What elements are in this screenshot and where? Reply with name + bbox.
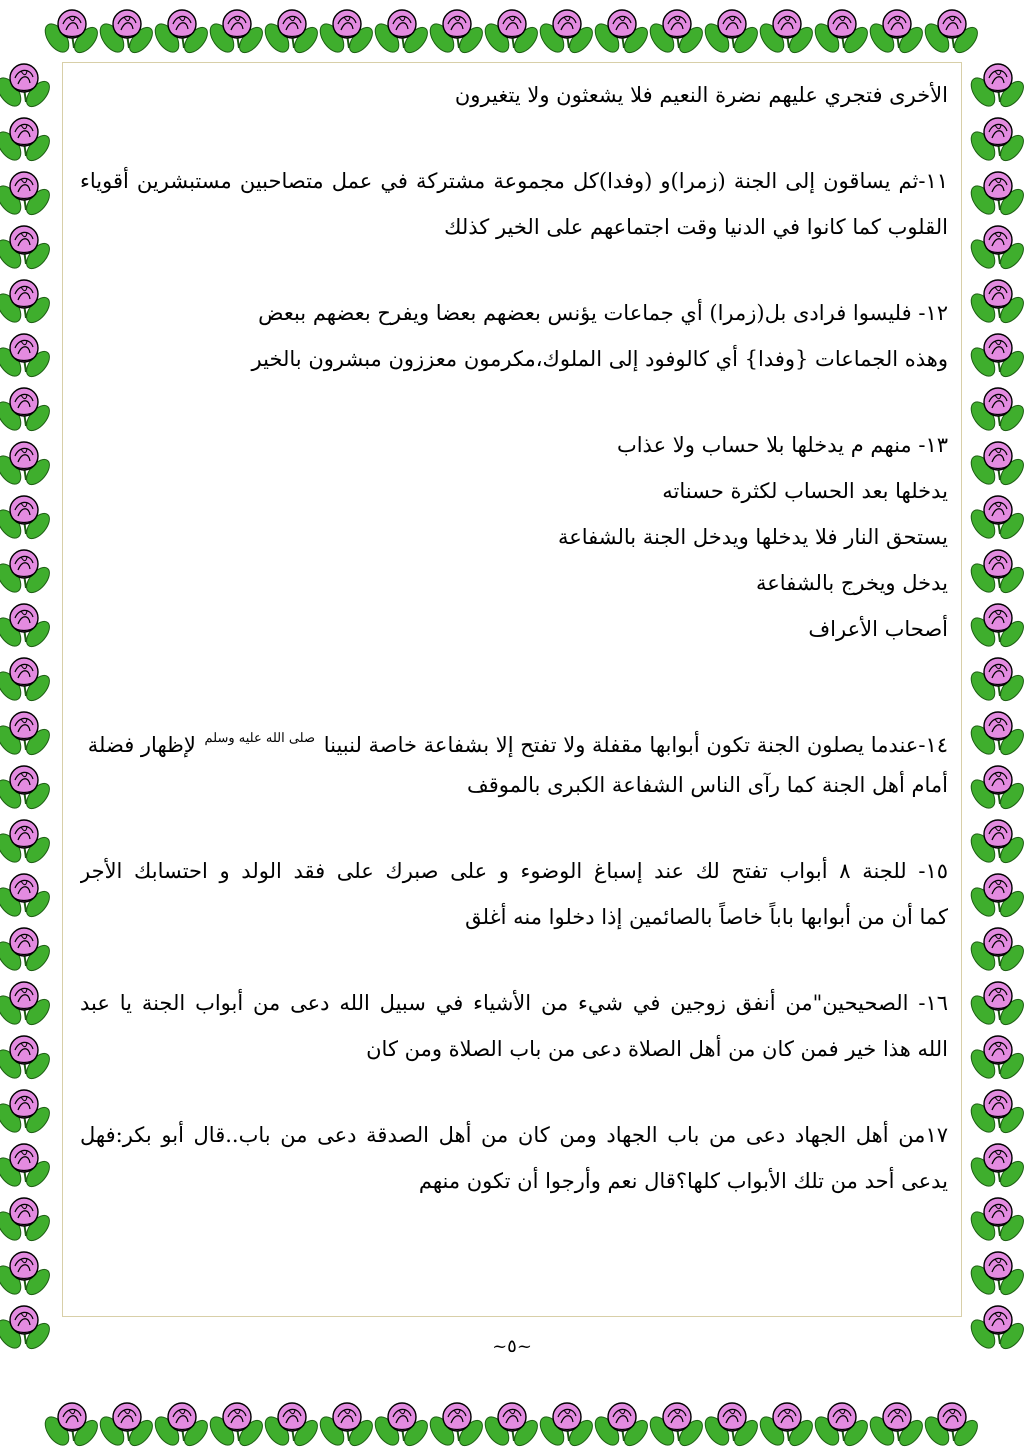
rose-icon (0, 604, 54, 651)
rose-icon (700, 1403, 761, 1449)
text-line: أصحاب الأعراف (808, 617, 948, 641)
rose-icon (0, 64, 54, 111)
rose-icon (966, 1252, 1024, 1299)
rose-icon (95, 1403, 156, 1449)
text-line: يدعى أحد من تلك الأبواب كلها؟قال نعم وأرجوا أن تكون منهم (418, 1169, 948, 1193)
rose-icon (966, 550, 1024, 597)
rose-icon (95, 10, 156, 57)
rose-icon (0, 388, 54, 435)
rose-icon (0, 874, 54, 921)
rose-icon (315, 1403, 376, 1449)
paragraph-15 (80, 848, 948, 940)
text-line: يستحق النار فلا يدخلها ويدخل الجنة بالشفاعة (557, 525, 948, 549)
rose-icon (480, 1403, 541, 1449)
text-span: ١٤-عندما يصلون الجنة تكون أبوابها مقفلة ولا تفتح إلا بشفاعة خاصة لنبينا (323, 733, 948, 757)
rose-icon (0, 1252, 54, 1299)
rose-icon (0, 334, 54, 381)
rose-icon (0, 1144, 54, 1191)
text-line: أمام أهل الجنة كما رآى الناس الشفاعة الكبرى بالموقف (466, 773, 948, 797)
paragraph-11 (80, 158, 948, 250)
paragraph-12 (80, 290, 948, 382)
text-span: لإظهار فضلة (87, 733, 196, 757)
text-line: ١٦- الصحيحين"من أنفق زوجين في شيء من الأشياء في سبيل الله دعى من أبواب الجنة يا عبد (80, 991, 948, 1015)
rose-icon (966, 496, 1024, 543)
text-line: ١٣- منهم م يدخلها بلا حساب ولا عذاب (616, 433, 948, 457)
rose-icon (966, 1144, 1024, 1191)
page-number: ~٥~ (492, 1336, 532, 1357)
honorific-mark: صلى الله عليه وسلم (204, 731, 316, 746)
rose-icon (0, 280, 54, 327)
rose-icon (966, 928, 1024, 975)
rose-icon (0, 172, 54, 219)
border-right (966, 64, 1024, 1353)
rose-icon (205, 1403, 266, 1449)
rose-icon (966, 280, 1024, 327)
rose-icon (966, 388, 1024, 435)
rose-icon (700, 10, 761, 57)
rose-icon (645, 1403, 706, 1449)
rose-icon (920, 1403, 981, 1449)
rose-icon (966, 1090, 1024, 1137)
rose-icon (966, 334, 1024, 381)
text-line: ١١-ثم يساقون إلى الجنة (زمرا)و (وفدا)كل مجموعة مشتركة في عمل متصاحبين مستبشرين أقوياء (80, 169, 948, 193)
paragraph-14 (80, 716, 948, 808)
rose-icon (0, 1198, 54, 1245)
text-line: وهذه الجماعات {وفدا} أي كالوفود إلى الملوك،مكرمون معززون مبشرون بالخير (251, 347, 948, 371)
rose-icon (0, 550, 54, 597)
rose-icon (0, 442, 54, 489)
rose-icon (966, 712, 1024, 759)
text-line: ١٢- فليسوا فرادى بل(زمرا) أي جماعات يؤنس بعضهم بعضا ويفرح بعضهم ببعض (258, 301, 948, 325)
rose-icon (205, 10, 266, 57)
text-line: يدخل ويخرج بالشفاعة (756, 571, 948, 595)
rose-icon (40, 1403, 101, 1449)
rose-icon (370, 10, 431, 57)
rose-icon (865, 10, 926, 57)
rose-icon (260, 1403, 321, 1449)
document-body (80, 72, 948, 1204)
rose-icon (315, 10, 376, 57)
rose-icon (966, 766, 1024, 813)
rose-icon (480, 10, 541, 57)
rose-icon (966, 64, 1024, 111)
text-line: يدخلها بعد الحساب لكثرة حسناته (662, 479, 948, 503)
rose-icon (425, 10, 486, 57)
rose-icon (535, 10, 596, 57)
rose-icon (260, 10, 321, 57)
paragraph-13 (80, 422, 948, 652)
text-line: الأخرى فتجري عليهم نضرة النعيم فلا يشعثون ولا يتغيرون (454, 83, 948, 107)
text-line: ١٧من أهل الجهاد دعى من باب الجهاد ومن كان من أهل الصدقة دعى من باب..قال أبو بكر:فهل (80, 1123, 948, 1147)
rose-icon (425, 1403, 486, 1449)
rose-icon (0, 1036, 54, 1083)
rose-icon (966, 226, 1024, 273)
text-line: كما أن من أبوابها باباً خاصاً بالصائمين إذا دخلوا منه أغلق (465, 905, 948, 929)
text-line (80, 716, 948, 762)
rose-icon (535, 1403, 596, 1449)
rose-icon (150, 1403, 211, 1449)
rose-icon (0, 226, 54, 273)
rose-icon (0, 820, 54, 867)
rose-icon (966, 1036, 1024, 1083)
rose-icon (150, 10, 211, 57)
rose-icon (865, 1403, 926, 1449)
text-line: الله هذا خير فمن كان من أهل الصلاة دعى من باب الصلاة ومن كان (366, 1037, 948, 1061)
border-left (0, 64, 54, 1353)
paragraph-16 (80, 980, 948, 1072)
rose-icon (0, 712, 54, 759)
border-bottom (40, 1403, 981, 1449)
rose-icon (0, 928, 54, 975)
rose-icon (0, 496, 54, 543)
rose-icon (810, 1403, 871, 1449)
rose-icon (920, 10, 981, 57)
rose-icon (810, 10, 871, 57)
paragraph-17 (80, 1112, 948, 1204)
text-line: القلوب كما كانوا في الدنيا وقت اجتماعهم على الخير كذلك (444, 215, 948, 239)
rose-icon (755, 10, 816, 57)
rose-icon (0, 766, 54, 813)
rose-icon (0, 982, 54, 1029)
rose-icon (0, 658, 54, 705)
rose-icon (966, 442, 1024, 489)
rose-icon (966, 820, 1024, 867)
border-top (40, 10, 981, 57)
rose-icon (966, 658, 1024, 705)
rose-icon (966, 874, 1024, 921)
rose-icon (966, 118, 1024, 165)
rose-icon (966, 982, 1024, 1029)
rose-icon (0, 118, 54, 165)
rose-icon (966, 1198, 1024, 1245)
rose-icon (0, 1090, 54, 1137)
rose-icon (645, 10, 706, 57)
rose-icon (40, 10, 101, 57)
rose-icon (966, 604, 1024, 651)
rose-icon (755, 1403, 816, 1449)
rose-icon (966, 172, 1024, 219)
rose-icon (370, 1403, 431, 1449)
paragraph-continuation (80, 72, 948, 118)
rose-icon (590, 1403, 651, 1449)
rose-icon (590, 10, 651, 57)
text-line: ١٥- للجنة ٨ أبواب تفتح لك عند إسباغ الوضوء و على صبرك على فقد الولد و احتسابك الأجر (80, 859, 948, 883)
